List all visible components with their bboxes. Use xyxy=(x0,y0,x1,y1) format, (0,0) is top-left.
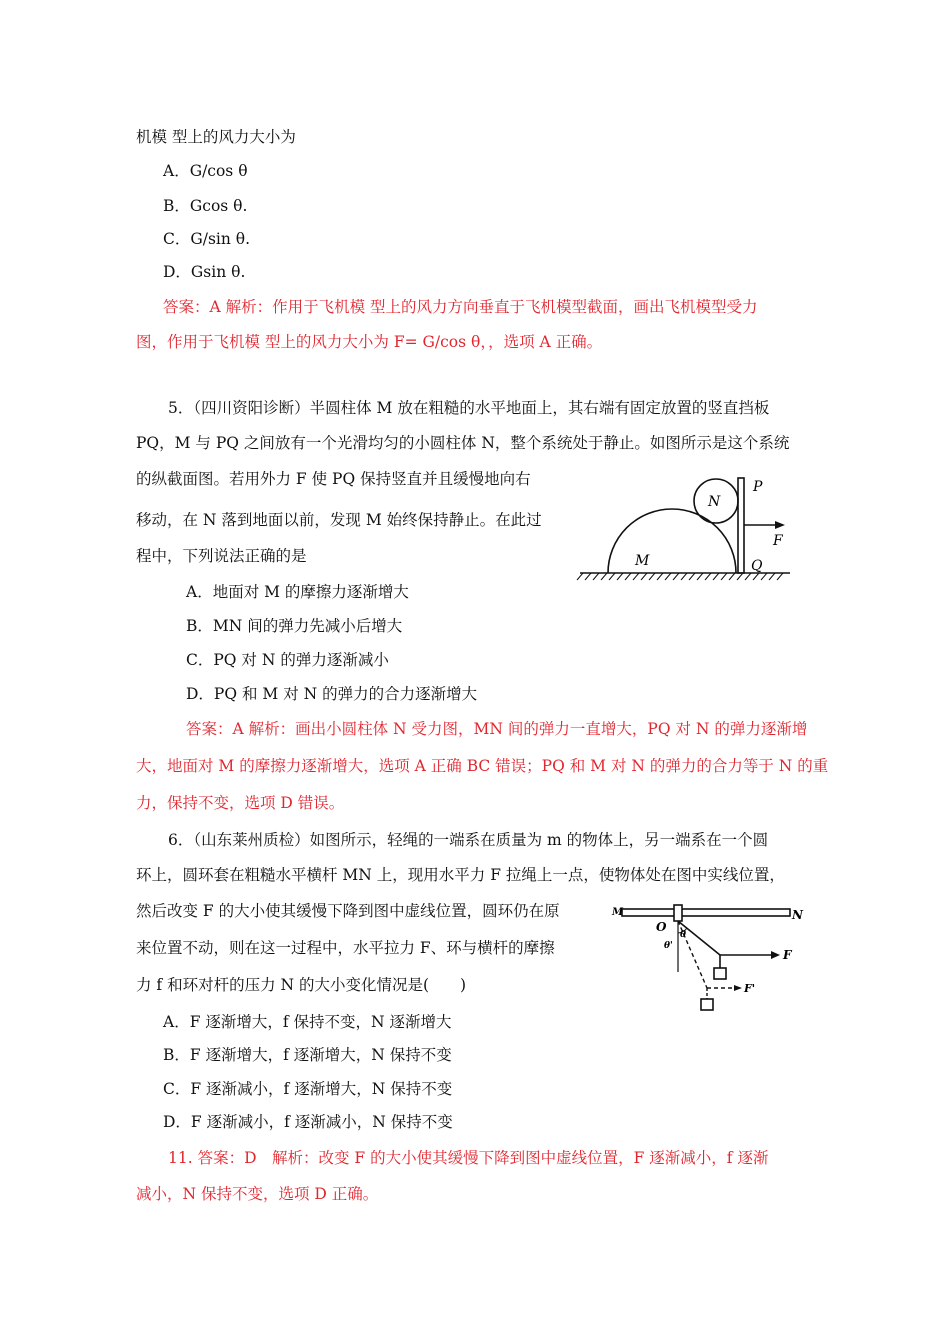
label-q: Q xyxy=(751,558,763,574)
q4-option-c: C．G/sin θ. xyxy=(163,230,251,248)
q6-line3: 然后改变 F 的大小使其缓慢下降到图中虚线位置，圆环仍在原 xyxy=(136,902,560,920)
q6-figure-ring-rod xyxy=(610,900,810,1020)
q4-stem-tail: 机模 型上的风力大小为 xyxy=(136,128,296,146)
block-dashed xyxy=(701,999,713,1010)
q5-line5: 程中，下列说法正确的是 xyxy=(136,547,307,565)
q5-answer-line2: 大，地面对 M 的摩擦力逐渐增大，选项 A 正确 BC 错误；PQ 和 M 对 N 的弹力的合力等于 N 的重 xyxy=(136,757,829,775)
q5-answer-line3: 力，保持不变，选项 D 错误。 xyxy=(136,794,345,812)
q6-line5: 力 f 和环对杆的压力 N 的大小变化情况是( ) xyxy=(136,976,467,994)
q6-option-a: A．F 逐渐增大，f 保持不变，N 逐渐增大 xyxy=(163,1013,452,1031)
label-m: M xyxy=(635,553,650,569)
rod-mn xyxy=(622,909,790,916)
label-f: F xyxy=(773,533,783,549)
label-theta-prime: θ' xyxy=(664,941,673,951)
force-f-arrowhead xyxy=(775,521,785,529)
label-f-prime: F' xyxy=(744,982,756,995)
label-f: F xyxy=(783,948,792,962)
block-solid xyxy=(714,968,726,979)
q5-line4: 移动，在 N 落到地面以前，发现 M 始终保持静止。在此过 xyxy=(136,511,542,529)
semicylinder-m xyxy=(608,509,736,573)
force-f-arrowhead xyxy=(771,951,780,959)
q5-line3: 的纵截面图。若用外力 F 使 PQ 保持竖直并且缓慢地向右 xyxy=(136,470,531,488)
ground-hatching xyxy=(577,573,783,580)
q6-line2: 环上，圆环套在粗糙水平横杆 MN 上，现用水平力 F 拉绳上一点，使物体处在图中实线位置， xyxy=(136,866,785,884)
q5-option-b: B．MN 间的弹力先减小后增大 xyxy=(186,617,403,635)
label-o: O xyxy=(656,920,667,934)
q5-option-a: A．地面对 M 的摩擦力逐渐增大 xyxy=(186,583,409,601)
q6-answer-line1: 11. 答案：D 解析：改变 F 的大小使其缓慢下降到图中虚线位置，F 逐渐减小，f 逐渐 xyxy=(168,1149,769,1167)
label-rod-m: M xyxy=(612,907,624,918)
q6-option-b: B．F 逐渐增大，f 逐渐增大，N 保持不变 xyxy=(163,1046,452,1064)
q6-answer-line2: 减小，N 保持不变，选项 D 正确。 xyxy=(136,1185,379,1203)
label-n: N xyxy=(708,494,721,510)
q5-figure-semicylinder xyxy=(575,470,805,585)
q5-line1: 5．（四川资阳诊断）半圆柱体 M 放在粗糙的水平地面上，其右端有固定放置的竖直挡板 xyxy=(168,399,770,417)
q6-line4: 来位置不动，则在这一过程中，水平拉力 F、环与横杆的摩擦 xyxy=(136,939,555,957)
q6-line1: 6．（山东莱州质检）如图所示，轻绳的一端系在质量为 m 的物体上，另一端系在一个圆 xyxy=(168,831,769,849)
ring xyxy=(674,905,682,921)
label-p: P xyxy=(753,479,763,495)
q4-option-a: A．G/cos θ xyxy=(163,162,248,180)
plate-pq xyxy=(738,478,744,573)
q4-option-b: B．Gcos θ. xyxy=(163,197,248,215)
q5-option-c: C．PQ 对 N 的弹力逐渐减小 xyxy=(186,651,389,669)
q5-option-d: D．PQ 和 M 对 N 的弹力的合力逐渐增大 xyxy=(186,685,478,703)
q5-answer-line1: 答案：A 解析：画出小圆柱体 N 受力图，MN 间的弹力一直增大，PQ 对 N 的弹力逐渐增 xyxy=(186,720,808,738)
q6-option-d: D．F 逐渐减小，f 逐渐减小，N 保持不变 xyxy=(163,1113,453,1131)
q4-answer-line1: 答案：A 解析：作用于飞机模 型上的风力方向垂直于飞机模型截面，画出飞机模型受力 xyxy=(163,298,758,316)
force-f-prime-arrowhead xyxy=(734,985,742,991)
label-theta: θ xyxy=(680,930,687,940)
q4-answer-line2: 图，作用于飞机模 型上的风力大小为 F= G/cos θ，，选项 A 正确。 xyxy=(136,333,603,351)
label-rod-n: N xyxy=(792,908,803,922)
q4-option-d: D．Gsin θ. xyxy=(163,263,246,281)
q5-line2: PQ，M 与 PQ 之间放有一个光滑均匀的小圆柱体 N，整个系统处于静止。如图所示是这个系统 xyxy=(136,434,790,452)
q6-option-c: C．F 逐渐减小，f 逐渐增大，N 保持不变 xyxy=(163,1080,453,1098)
